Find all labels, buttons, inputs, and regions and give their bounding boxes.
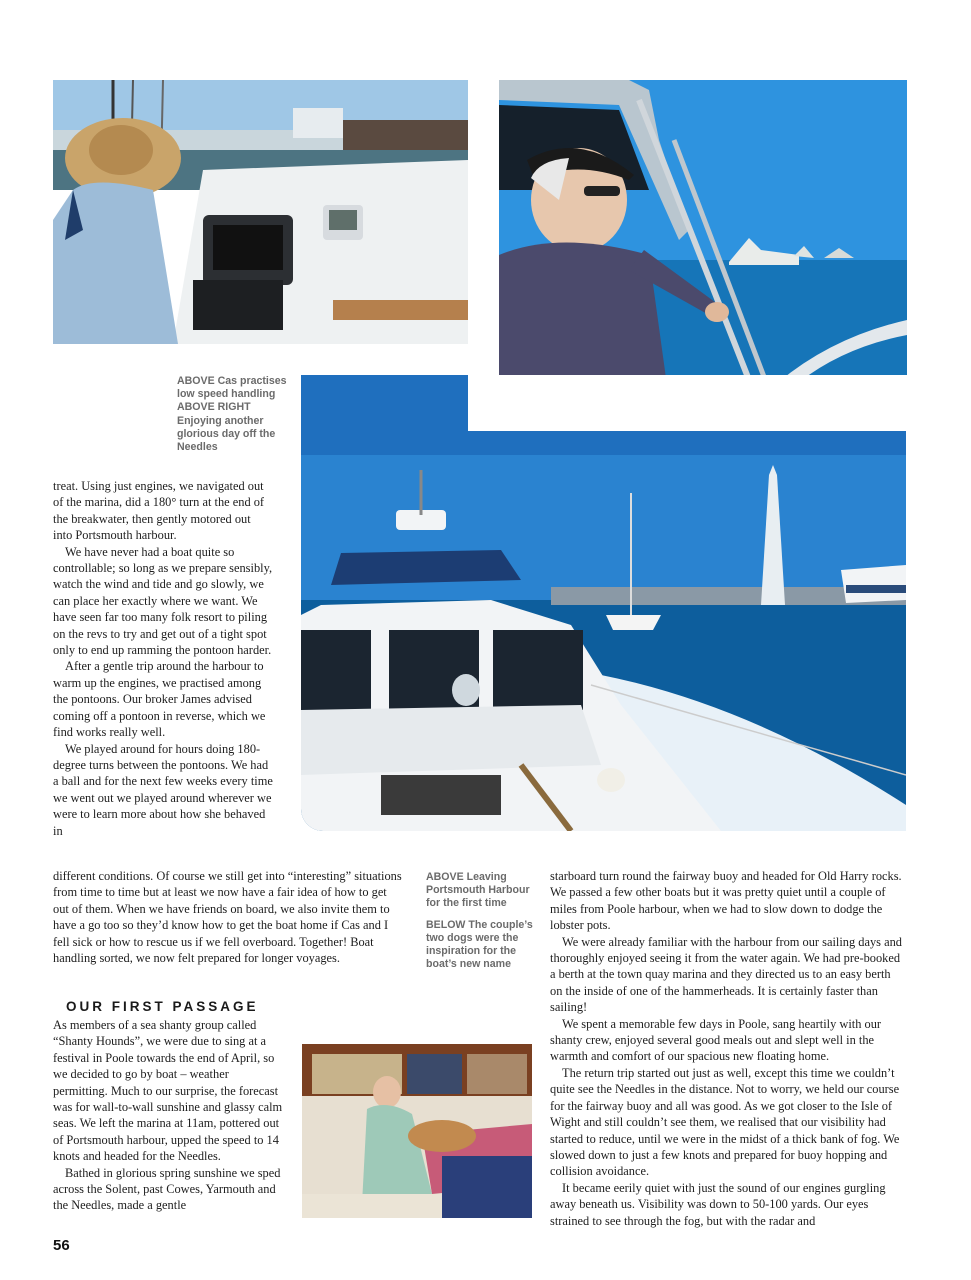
article-col1-narrow [53,478,273,839]
photo-cabin-dogs-graphic [302,1044,532,1218]
caption-middle [426,871,536,971]
caption-top-label-2: ABOVE RIGHT [177,401,251,414]
article-col1-wide [53,868,403,966]
caption-top-text-1: Cas practises low speed handling [177,375,287,401]
photo-cabin-dogs [302,1044,532,1218]
paragraph: We were already familiar with the harbour from our sailing days and thoroughly enjoyed seeing it from the water again. We had pre-booked a berth at the town quay marina and they directed us to an easy berth on the inside of one of the hammerheads. It is certainly faster than sailing! [550,934,902,1015]
photo-mask [468,375,908,431]
caption-top-text-2: Enjoying another glorious day off the Needles [177,414,276,454]
caption-middle-text-1: Leaving Portsmouth Harbour for the first time [426,871,530,910]
paragraph: We have never had a boat quite so controllable; so long as we prepare sensibly, watch the wind and tide and go slowly, we can place her exactly where we want. We have seen far too many folk resort to piling on the revs to try and get out of a tight spot only to end up ramming the pontoon harder. [53,544,273,658]
photo-portsmouth-harbour-graphic [301,375,906,831]
paragraph: It became eerily quiet with just the sound of our engines gurgling away beneath us. Visibility was down to 50-100 yards. Our eyes strained to see through the fog, but with the radar and [550,1180,886,1228]
caption-top-label-1: ABOVE [177,375,215,387]
caption-middle-label-2: BELOW [426,918,466,931]
photo-needles-helmsman [499,80,907,400]
paragraph: starboard turn round the fairway buoy and headed for Old Harry rocks. We passed a few other boats but it was pretty quiet until a couple of miles from Poole harbour, when we had to slow down to dodge the lobster pots. [550,869,902,933]
photo-portsmouth-harbour [301,375,906,831]
photo-cockpit-helm-graphic [53,80,468,344]
article-col1-lower [53,1017,285,1214]
paragraph: As members of a sea shanty group called “Shanty Hounds”, we were due to sing at a festival in Poole towards the end of April, so we decided to go by boat – weather permitting. Much to our surprise, the forecast was for wall-to-wall sunshine and glassy calm seas. We left the marina at 11am, pottered out of Portsmouth harbour, upped the speed to 14 knots and headed for the Needles. [53,1018,283,1164]
photo-cockpit-helm [53,80,468,344]
paragraph: We played around for hours doing 180-degree turns between the pontoons. We had a ball and for the next few weeks every time we went out we played around wherever we were to learn more about how she behaved in [53,741,273,838]
article-col3 [550,868,906,1229]
section-heading: OUR FIRST PASSAGE [66,999,259,1014]
paragraph: different conditions. Of course we still get into “interesting” situations from time to time but at least we now have a fair idea of how to get out of them. When we have friends on board, we also invite them to have a go too so they’d know how to get the boat home if Cas and I fell sick or how to rescue us if we fell overboard. Together! Boat handling sorted, we now felt prepared for longer voyages. [53,869,402,966]
paragraph: The return trip started out just as well, except this time we couldn’t quite see the Needles in the distance. Not to worry, we held our course for the fairway buoy and all was good. As we got closer to the Isle of Wight and still couldn’t see them, we realised that our visibility had started to reduce, until we were in the midst of a thick bank of fog. We slowed down to just a few knots and prepared for buoy hopping and collision avoidance. [550,1065,900,1179]
caption-middle-text-2: The couple’s two dogs were the inspiration for the boat’s new name [426,918,533,971]
photo-needles-helmsman-graphic [499,80,907,400]
paragraph: We spent a memorable few days in Poole, sang heartily with our shanty crew, enjoyed several good meals out and slept well in the warmth and comfort of our spacious new floating home. [550,1016,882,1064]
page-number: 56 [53,1237,70,1254]
paragraph: After a gentle trip around the harbour to warm up the engines, we practised among the pontoons. Our broker James advised coming off a pontoon in reverse, which we find works really well. [53,659,266,740]
caption-top [177,375,287,454]
caption-middle-label-1: ABOVE [426,871,464,883]
paragraph: Bathed in glorious spring sunshine we sped across the Solent, past Cowes, Yarmouth and the Needles, made a gentle [53,1165,281,1213]
paragraph: treat. Using just engines, we navigated out of the marina, did a 180° turn at the end of the breakwater, then gently motored out into Portsmouth harbour. [53,479,265,543]
